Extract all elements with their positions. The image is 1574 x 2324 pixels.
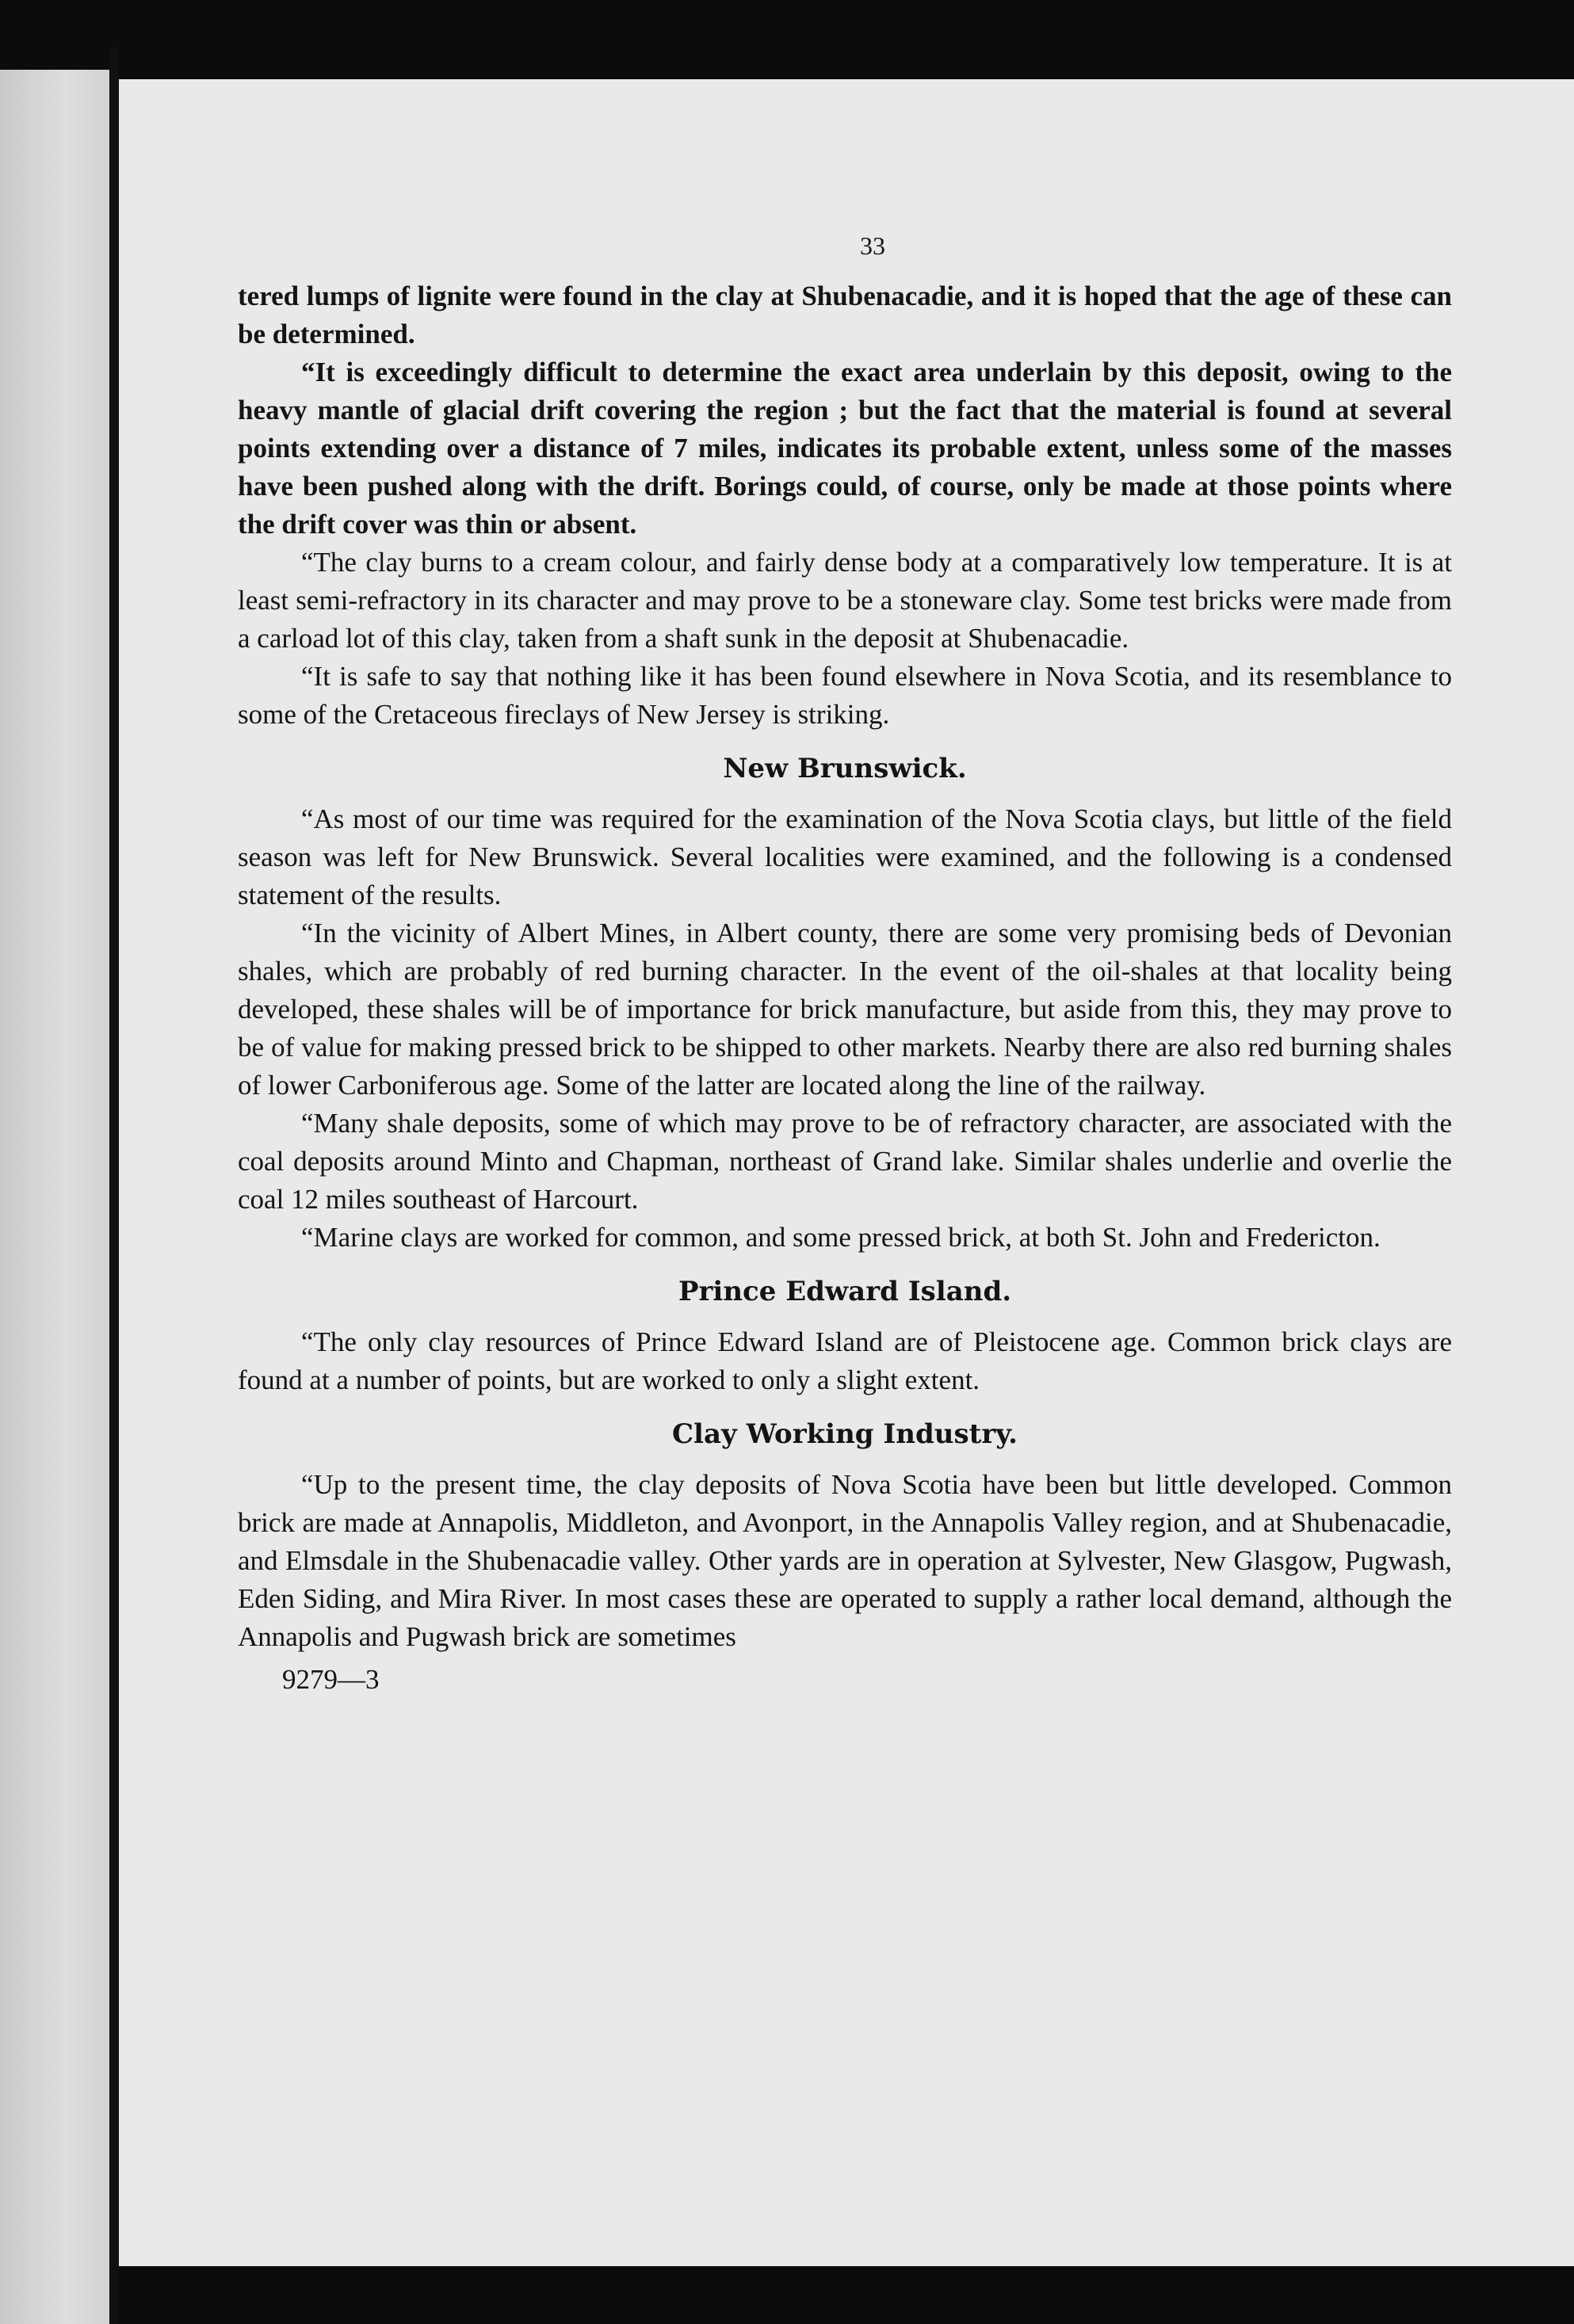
paragraph-albert-mines: “In the vicinity of Albert Mines, in Albert county, there are some very promising beds of Devonian shales, which are probably of red burning character. In the event of the oil-shales at that locality being developed, these shales will be of importance for brick manufacture, but aside from this, they may prove to be of value for making pressed brick to be shipped to other markets. Nearby there are also red burning shales of lower Carboniferous age. Some of the latter are located along the line of the railway. [238, 918, 1452, 1101]
page-number: 33 [860, 231, 885, 260]
paragraph-examination: “As most of our time was required for the examination of the Nova Scotia clays, but little of the field season was left for New Brunswick. Several localities were examined, and the following is a condensed statement of the results. [238, 803, 1452, 910]
facing-page-edge [0, 70, 109, 2324]
heading-new-brunswick: New Brunswick. [723, 753, 967, 784]
heading-clay-working-industry: Clay Working Industry. [672, 1418, 1018, 1450]
paragraph-safe-to-say: “It is safe to say that nothing like it has been found elsewhere in Nova Scotia, and its resemblance to some of the Cretaceous fireclays of New Jersey is striking. [238, 661, 1452, 730]
paragraph-continued: tered lumps of lignite were found in the clay at Shubenacadie, and it is hoped that the age of these can be determined. [238, 280, 1452, 349]
printer-signature: 9279—3 [282, 1664, 380, 1695]
heading-prince-edward-island: Prince Edward Island. [678, 1276, 1012, 1307]
book-spine [109, 48, 119, 2324]
paragraph-clay-deposits-developed: “Up to the present time, the clay deposits of Nova Scotia have been but little developed. Common brick are made at Annapolis, Middleton, and Avonport, in the Annapolis Valley region, and at Shubenacadie, and Elmsdale in the Shubenacadie valley. Other yards are in operation at Sylvester, New Glasgow, Pugwash, Eden Siding, and Mira River. In most cases these are operated to supply a rather local demand, although the Annapolis and Pugwash brick are sometimes [238, 1469, 1452, 1652]
paragraph-clay-burns: “The clay burns to a cream colour, and fairly dense body at a comparatively low temperature. It is at least semi-refractory in its character and may prove to be a stoneware clay. Some test bricks were made from a carload lot of this clay, taken from a shaft sunk in the deposit at Shubenacadie. [238, 547, 1452, 654]
paragraph-pei-resources: “The only clay resources of Prince Edward Island are of Pleistocene age. Common brick clays are found at a number of points, but are worked to only a slight extent. [238, 1326, 1452, 1395]
paragraph-shale-deposits: “Many shale deposits, some of which may prove to be of refractory character, are associated with the coal deposits around Minto and Chapman, northeast of Grand lake. Similar shales underlie and overlie the coal 12 miles southeast of Harcourt. [238, 1108, 1452, 1215]
page-text [238, 230, 1452, 1699]
paragraph-marine-clays: “Marine clays are worked for common, and some pressed brick, at both St. John and Fredericton. [301, 1222, 1381, 1253]
paragraph-deposit-area: “It is exceedingly difficult to determine the exact area underlain by this deposit, owing to the heavy mantle of glacial drift covering the region ; but the fact that the material is found at several points extending over a distance of 7 miles, indicates its probable extent, unless some of the masses have been pushed along with the drift. Borings could, of course, only be made at those points where the drift cover was thin or absent. [238, 357, 1452, 540]
scanned-page [119, 79, 1574, 2266]
